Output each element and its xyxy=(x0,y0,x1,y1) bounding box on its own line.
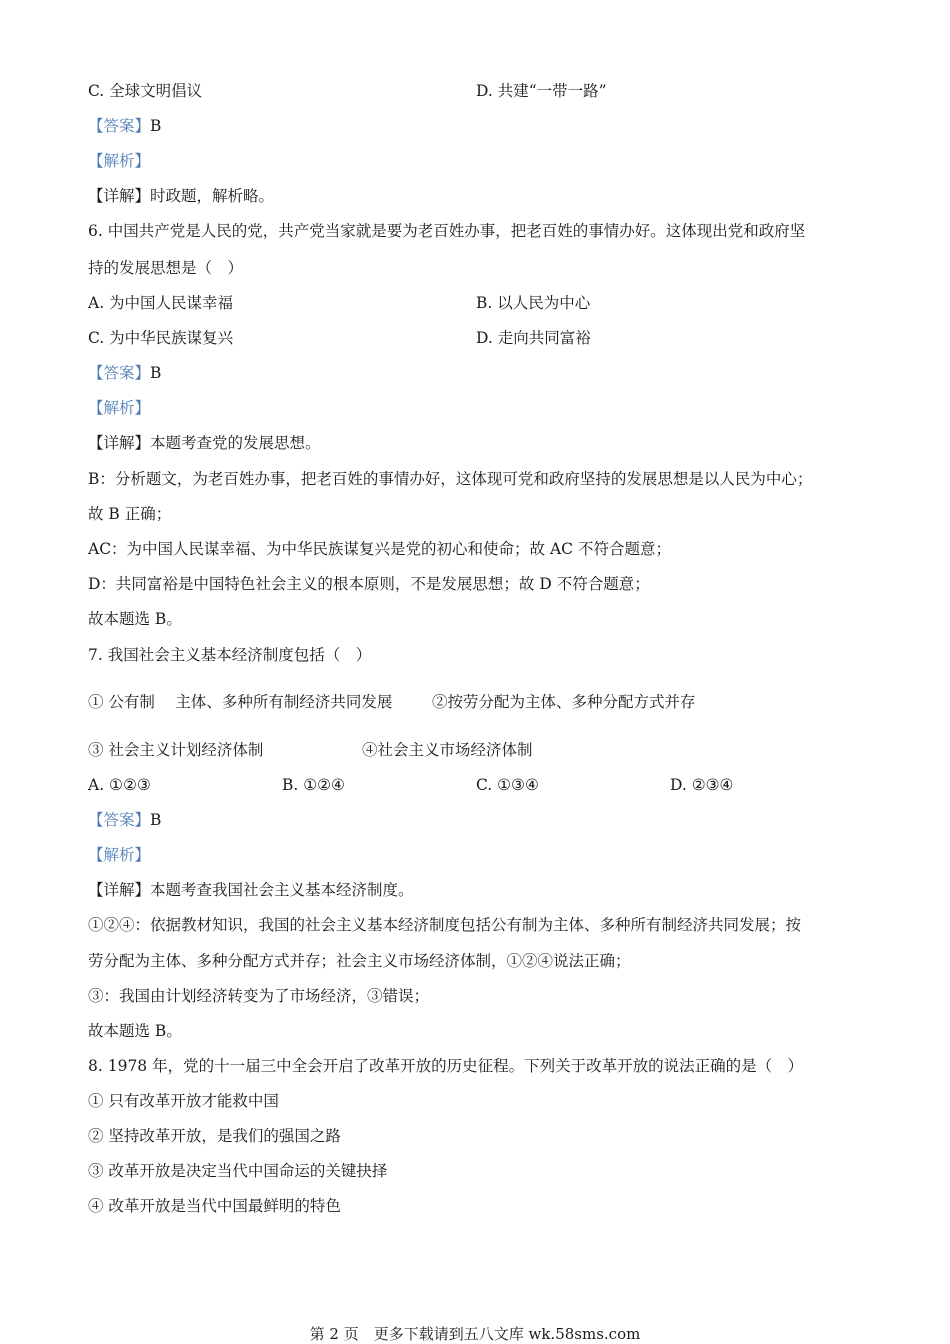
q6-explanation-d: D：共同富裕是中国特色社会主义的根本原则，不是发展思想；故 D 不符合题意； xyxy=(88,575,650,593)
q7-option-d: D. ②③④ xyxy=(670,776,734,794)
q7-option-b: B. ①②④ xyxy=(282,776,345,794)
q6-explanation-ac: AC：为中国人民谋幸福、为中华民族谋复兴是党的初心和使命；故 AC 不符合题意； xyxy=(88,540,671,558)
q7-option-a: A. ①②③ xyxy=(88,776,151,794)
q6-conclusion: 故本题选 B。 xyxy=(88,610,182,628)
q8-item-4: ④ 改革开放是当代中国最鲜明的特色 xyxy=(88,1197,341,1215)
q6-option-a: A. 为中国人民谋幸福 xyxy=(88,294,234,312)
q7-item-3: ③ 社会主义计划经济体制 xyxy=(88,741,264,759)
q5-detail xyxy=(88,186,274,206)
q7-explanation-1-line2: 劳分配为主体、多种分配方式并存；社会主义市场经济体制，①②④说法正确； xyxy=(88,952,631,970)
detail-text: 本题考查我国社会主义基本经济制度。 xyxy=(150,881,414,899)
q6-explanation-b-line1: B：分析题文，为老百姓办事，把老百姓的事情办好，这体现可党和政府坚持的发展思想是以人民为中心； xyxy=(88,470,813,488)
q7-answer xyxy=(88,810,161,830)
q5-answer xyxy=(88,116,161,136)
q6-detail xyxy=(88,433,321,453)
q6-explanation-b-line2: 故 B 正确； xyxy=(88,505,172,523)
answer-value: B xyxy=(150,364,162,382)
q5-option-d: D. 共建“一带一路” xyxy=(476,82,607,100)
detail-text: 时政题，解析略。 xyxy=(150,187,275,205)
q8-stem: 8. 1978 年，党的十一届三中全会开启了改革开放的历史征程。下列关于改革开放的说法正确的是（ ） xyxy=(88,1057,804,1075)
q7-item-4: ④社会主义市场经济体制 xyxy=(362,741,533,759)
q7-detail xyxy=(88,880,414,900)
q6-option-d: D. 走向共同富裕 xyxy=(476,329,591,347)
q7-conclusion: 故本题选 B。 xyxy=(88,1022,182,1040)
detail-tag: 【详解】 xyxy=(88,434,151,452)
q6-option-b: B. 以人民为中心 xyxy=(476,294,591,312)
q6-stem-line2: 持的发展思想是（ ） xyxy=(88,259,244,277)
page-footer: 第 2 页 更多下载请到五八文库 wk.58sms.com xyxy=(309,1325,641,1343)
q6-analysis-tag: 【解析】 xyxy=(88,399,151,417)
q6-option-c: C. 为中华民族谋复兴 xyxy=(88,329,234,347)
detail-text: 本题考查党的发展思想。 xyxy=(150,434,321,452)
q7-item-2: ②按劳分配为主体、多种分配方式并存 xyxy=(432,693,696,711)
q8-item-3: ③ 改革开放是决定当代中国命运的关键抉择 xyxy=(88,1162,388,1180)
answer-tag: 【答案】 xyxy=(88,117,151,135)
q5-analysis-tag: 【解析】 xyxy=(88,152,151,170)
answer-value: B xyxy=(150,811,162,829)
q8-item-1: ① 只有改革开放才能救中国 xyxy=(88,1092,279,1110)
q7-explanation-2: ③：我国由计划经济转变为了市场经济，③错误； xyxy=(88,987,430,1005)
answer-tag: 【答案】 xyxy=(88,364,151,382)
q6-stem-line1: 6. 中国共产党是人民的党，共产党当家就是要为老百姓办事，把老百姓的事情办好。这体现出党和政府坚 xyxy=(88,222,806,240)
q5-option-c: C. 全球文明倡议 xyxy=(88,82,203,100)
q6-answer xyxy=(88,363,161,383)
q7-option-c: C. ①③④ xyxy=(476,776,539,794)
q7-stem: 7. 我国社会主义基本经济制度包括（ ） xyxy=(88,646,372,664)
detail-tag: 【详解】 xyxy=(88,881,151,899)
answer-value: B xyxy=(150,117,162,135)
q7-analysis-tag: 【解析】 xyxy=(88,846,151,864)
q7-item-1: ① 公有制 主体、多种所有制经济共同发展 xyxy=(88,693,393,711)
detail-tag: 【详解】 xyxy=(88,187,151,205)
answer-tag: 【答案】 xyxy=(88,811,151,829)
q7-explanation-1-line1: ①②④：依据教材知识，我国的社会主义基本经济制度包括公有制为主体、多种所有制经济共同发展；按 xyxy=(88,916,802,934)
q8-item-2: ② 坚持改革开放，是我们的强国之路 xyxy=(88,1127,341,1145)
